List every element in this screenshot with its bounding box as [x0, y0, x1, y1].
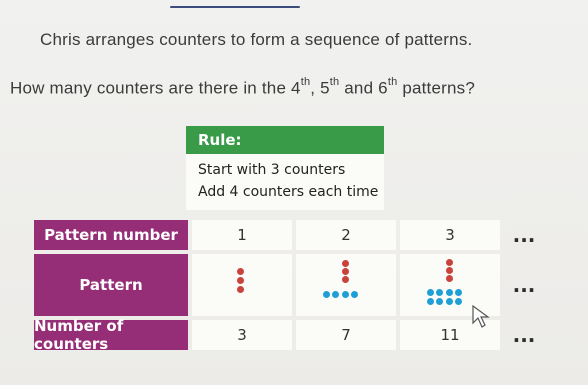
counter-dot — [455, 289, 462, 296]
counter-dot — [342, 276, 349, 283]
row-label-number-of-counters: Number of counters — [34, 320, 188, 350]
question-line-2-prefix: How many counters are there in the 4 — [10, 78, 301, 98]
decorative-top-line — [170, 6, 300, 8]
counter-dot — [427, 289, 434, 296]
rule-line-add: Add 4 counters each time — [198, 184, 379, 200]
counter-dot — [427, 298, 434, 305]
pattern-ellipsis: ... — [512, 273, 536, 297]
pattern-number-3: 3 — [400, 220, 500, 250]
ordinal-suffix-5: th — [329, 76, 340, 88]
counter-dot — [446, 275, 453, 282]
pattern-cell-2 — [296, 254, 396, 316]
pattern-number-ellipsis: ... — [512, 223, 536, 247]
row-label-pattern: Pattern — [34, 254, 188, 316]
counter-dot — [237, 268, 244, 275]
question-line-1: Chris arranges counters to form a sequence of patterns. — [40, 30, 473, 49]
row-label-pattern-number: Pattern number — [34, 220, 188, 250]
rule-title: Rule: — [186, 126, 384, 154]
counter-dot — [237, 286, 244, 293]
counter-dot — [446, 267, 453, 274]
counter-dot — [446, 289, 453, 296]
counter-count-2: 7 — [296, 320, 396, 350]
pattern-number-1: 1 — [192, 220, 292, 250]
question-line-2-suffix: patterns? — [397, 78, 476, 98]
counter-dot — [342, 260, 349, 267]
counter-dot — [446, 298, 453, 305]
rule-line-start: Start with 3 counters — [198, 162, 346, 178]
counter-dot — [436, 298, 443, 305]
counter-dot — [323, 291, 330, 298]
counter-dot — [351, 291, 358, 298]
counter-count-3: 11 — [400, 320, 500, 350]
counter-dot — [436, 289, 443, 296]
counter-dot — [446, 259, 453, 266]
counter-dot — [455, 298, 462, 305]
pattern-number-2: 2 — [296, 220, 396, 250]
question-line-2-mid2: and 6 — [339, 78, 388, 98]
ordinal-suffix-4: th — [300, 76, 311, 88]
mouse-cursor-icon — [472, 305, 492, 329]
pattern-cell-1 — [192, 254, 292, 316]
counter-dot — [342, 291, 349, 298]
question-line-2-mid1: , 5 — [310, 78, 330, 98]
counter-count-1: 3 — [192, 320, 292, 350]
counter-dot — [237, 277, 244, 284]
counter-dot — [342, 268, 349, 275]
counter-count-ellipsis: ... — [512, 323, 536, 347]
ordinal-suffix-6: th — [387, 76, 398, 88]
rule-box — [186, 126, 384, 210]
counter-dot — [332, 291, 339, 298]
question-line-2 — [10, 78, 475, 99]
